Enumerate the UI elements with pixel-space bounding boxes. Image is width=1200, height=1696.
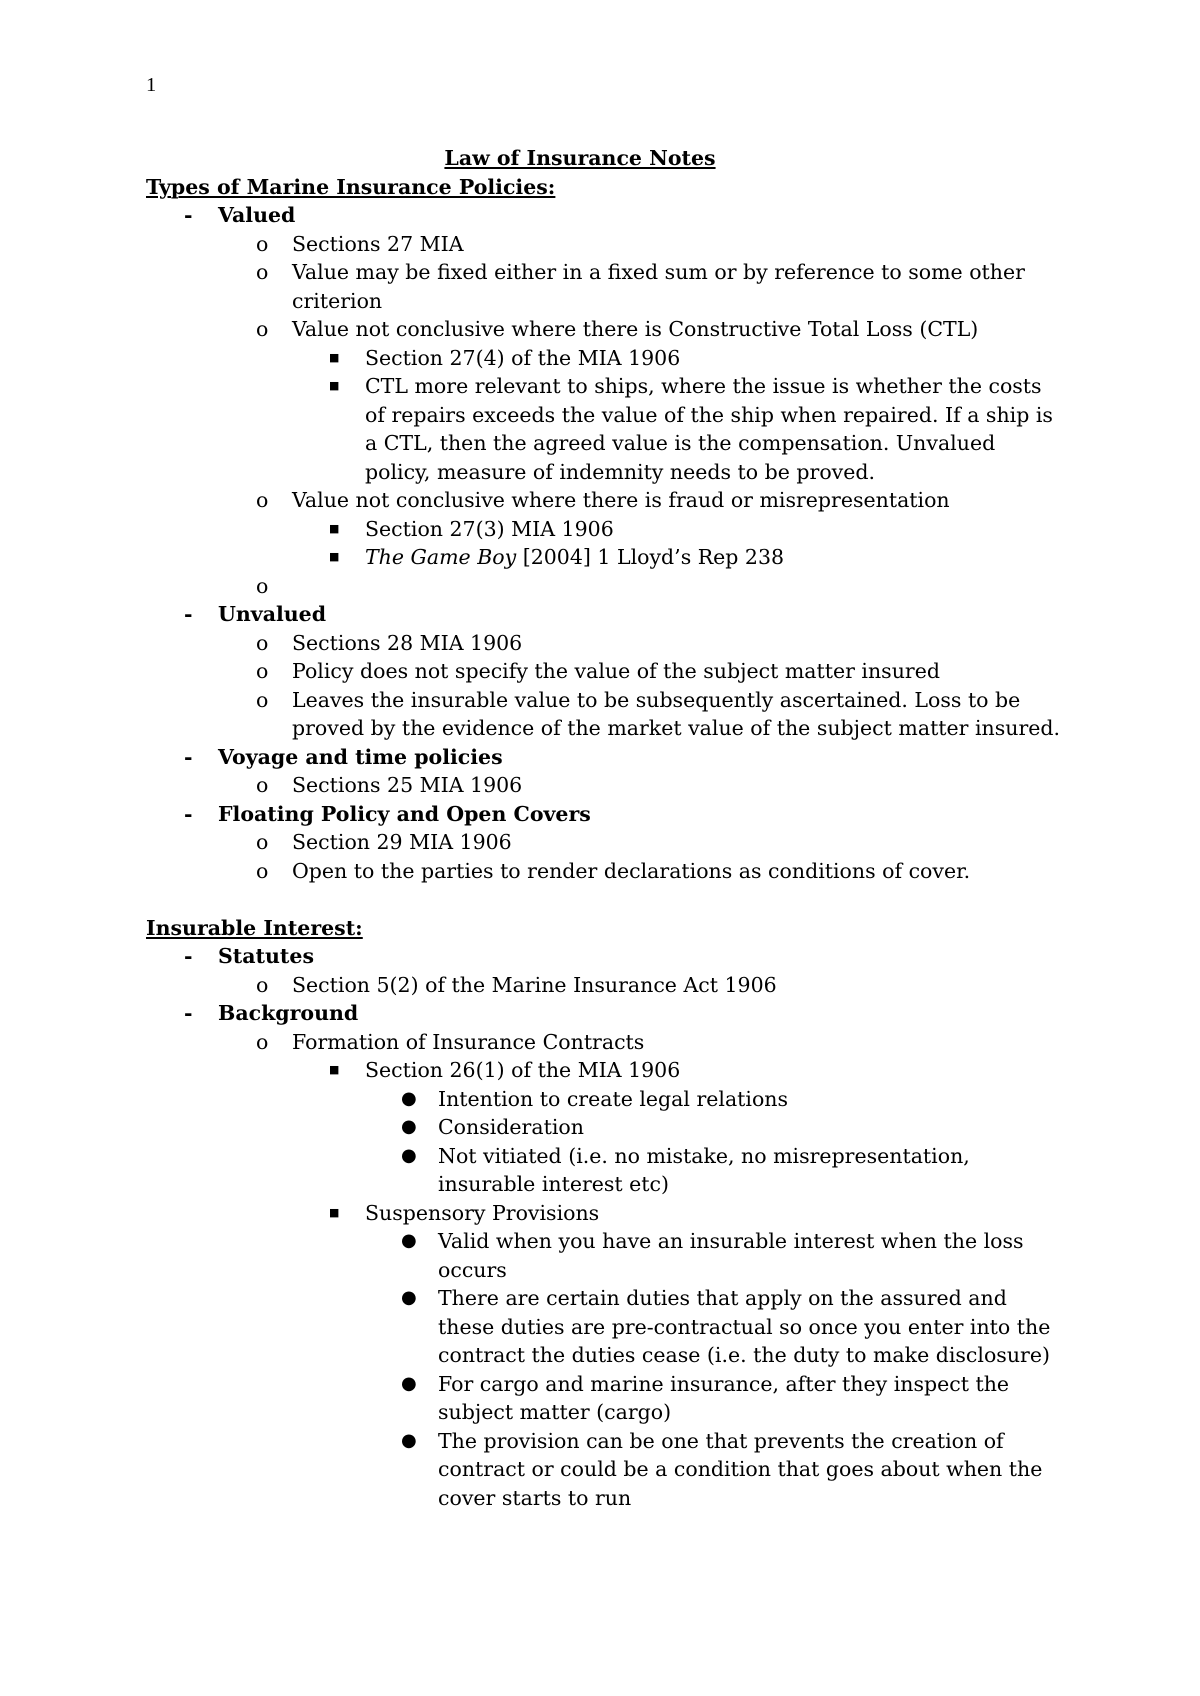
square-marker: ■ xyxy=(329,1205,340,1219)
list-item: - Voyage and time policies xyxy=(146,743,1066,772)
list-item: ■ CTL more relevant to ships, where the issue is whether the costs of repairs exceeds the value of the ship when repaired. If a ship is a CTL, then the agreed value is the compensation. Unvalued policy, measure of indemnity needs to be proved. xyxy=(329,374,1053,484)
square-marker: ■ xyxy=(329,1063,340,1076)
dot-marker: ● xyxy=(401,1116,417,1137)
dash-marker: - xyxy=(184,801,193,826)
document-body xyxy=(146,144,1066,1512)
list-item: - Floating Policy and Open Covers xyxy=(146,800,1066,829)
list-item: o Value may be fixed either in a fixed sum or by reference to some other criterion xyxy=(256,260,1025,313)
list-item: ● Valid when you have an insurable interest when the loss occurs xyxy=(401,1229,1024,1282)
list-item xyxy=(146,543,1066,572)
list-item: o Formation of Insurance Contracts xyxy=(146,1028,1066,1057)
dot-marker: ● xyxy=(401,1087,417,1109)
list-item: o Policy does not specify the value of the subject matter insured xyxy=(146,657,1066,686)
square-marker: ■ xyxy=(329,350,340,364)
circle-marker: o xyxy=(256,260,269,284)
circle-marker: o xyxy=(256,488,269,512)
list-item: ■ Section 27(4) of the MIA 1906 xyxy=(146,344,1066,373)
circle-marker: o xyxy=(256,972,269,997)
dash-marker: - xyxy=(184,944,193,968)
paragraph-gap xyxy=(146,885,1066,914)
circle-marker: o xyxy=(256,1029,269,1054)
circle-marker: o xyxy=(256,773,269,797)
list-item: o Section 29 MIA 1906 xyxy=(146,828,1066,857)
list-item: - Statutes xyxy=(146,942,1066,971)
list-item: ■ Section 27(3) MIA 1906 xyxy=(146,515,1066,544)
square-marker: ■ xyxy=(329,521,340,535)
page-number: 1 xyxy=(146,74,157,96)
list-item: o Sections 27 MIA xyxy=(146,230,1066,259)
list-item: o Open to the parties to render declarations as conditions of cover. xyxy=(146,857,1066,886)
list-item: ● There are certain duties that apply on the assured and these duties are pre-contractual so once you enter into the contract the duties cease (i.e. the duty to make disclosure) xyxy=(401,1286,1051,1367)
document-title: Law of Insurance Notes xyxy=(444,146,716,170)
dash-marker: - xyxy=(184,1001,193,1025)
dash-marker: - xyxy=(184,602,193,626)
dot-marker: ● xyxy=(401,1144,417,1166)
list-item: - Valued xyxy=(146,201,1066,230)
list-item: ● Intention to create legal relations xyxy=(146,1085,1066,1114)
list-item: o Sections 28 MIA 1906 xyxy=(146,629,1066,658)
dot-marker: ● xyxy=(401,1429,417,1451)
circle-marker: o xyxy=(256,630,269,655)
dot-marker: ● xyxy=(401,1372,417,1394)
dot-marker: ● xyxy=(401,1287,417,1308)
list-item: - Background xyxy=(146,999,1066,1028)
list-item: o Sections 25 MIA 1906 xyxy=(146,771,1066,800)
circle-marker: o xyxy=(256,687,269,712)
case-name: The Game Boy xyxy=(365,545,517,569)
list-item: - Unvalued xyxy=(146,600,1066,629)
dot-marker: ● xyxy=(401,1230,417,1251)
circle-marker: o xyxy=(256,858,269,883)
circle-marker: o xyxy=(256,317,269,341)
list-item: ● Consideration xyxy=(146,1113,1066,1142)
list-item: ● The provision can be one that prevents the creation of contract or could be a condition that goes about when the cover starts to run xyxy=(401,1428,1043,1510)
list-item: ■ Section 26(1) of the MIA 1906 xyxy=(146,1056,1066,1085)
square-marker: ■ xyxy=(329,550,340,563)
dash-marker: - xyxy=(184,203,193,227)
section-heading-interest: Insurable Interest: xyxy=(146,915,363,940)
circle-marker: o xyxy=(256,231,269,256)
list-item xyxy=(146,572,1066,601)
circle-marker: o xyxy=(256,573,269,598)
list-item: ● Not vitiated (i.e. no mistake, no misrepresentation, insurable interest etc) xyxy=(401,1143,970,1196)
section-heading-types: Types of Marine Insurance Policies: xyxy=(146,174,556,199)
list-item: o Value not conclusive where there is fraud or misrepresentation xyxy=(146,486,1066,515)
list-item: ■ Suspensory Provisions xyxy=(146,1199,1066,1228)
list-item: ● For cargo and marine insurance, after they inspect the subject matter (cargo) xyxy=(401,1371,1010,1424)
list-item: o Value not conclusive where there is Constructive Total Loss (CTL) xyxy=(146,315,1066,344)
list-item: o Section 5(2) of the Marine Insurance Act 1906 xyxy=(146,971,1066,1000)
list-item: o Leaves the insurable value to be subsequently ascertained. Loss to be proved by the evidence of the market value of the subject matter insured. xyxy=(256,687,1061,740)
square-marker: ■ xyxy=(329,379,340,392)
circle-marker: o xyxy=(256,659,269,683)
dash-marker: - xyxy=(184,744,193,769)
circle-marker: o xyxy=(256,830,269,854)
case-citation: [2004] 1 Lloyd’s Rep 238 xyxy=(516,545,785,569)
